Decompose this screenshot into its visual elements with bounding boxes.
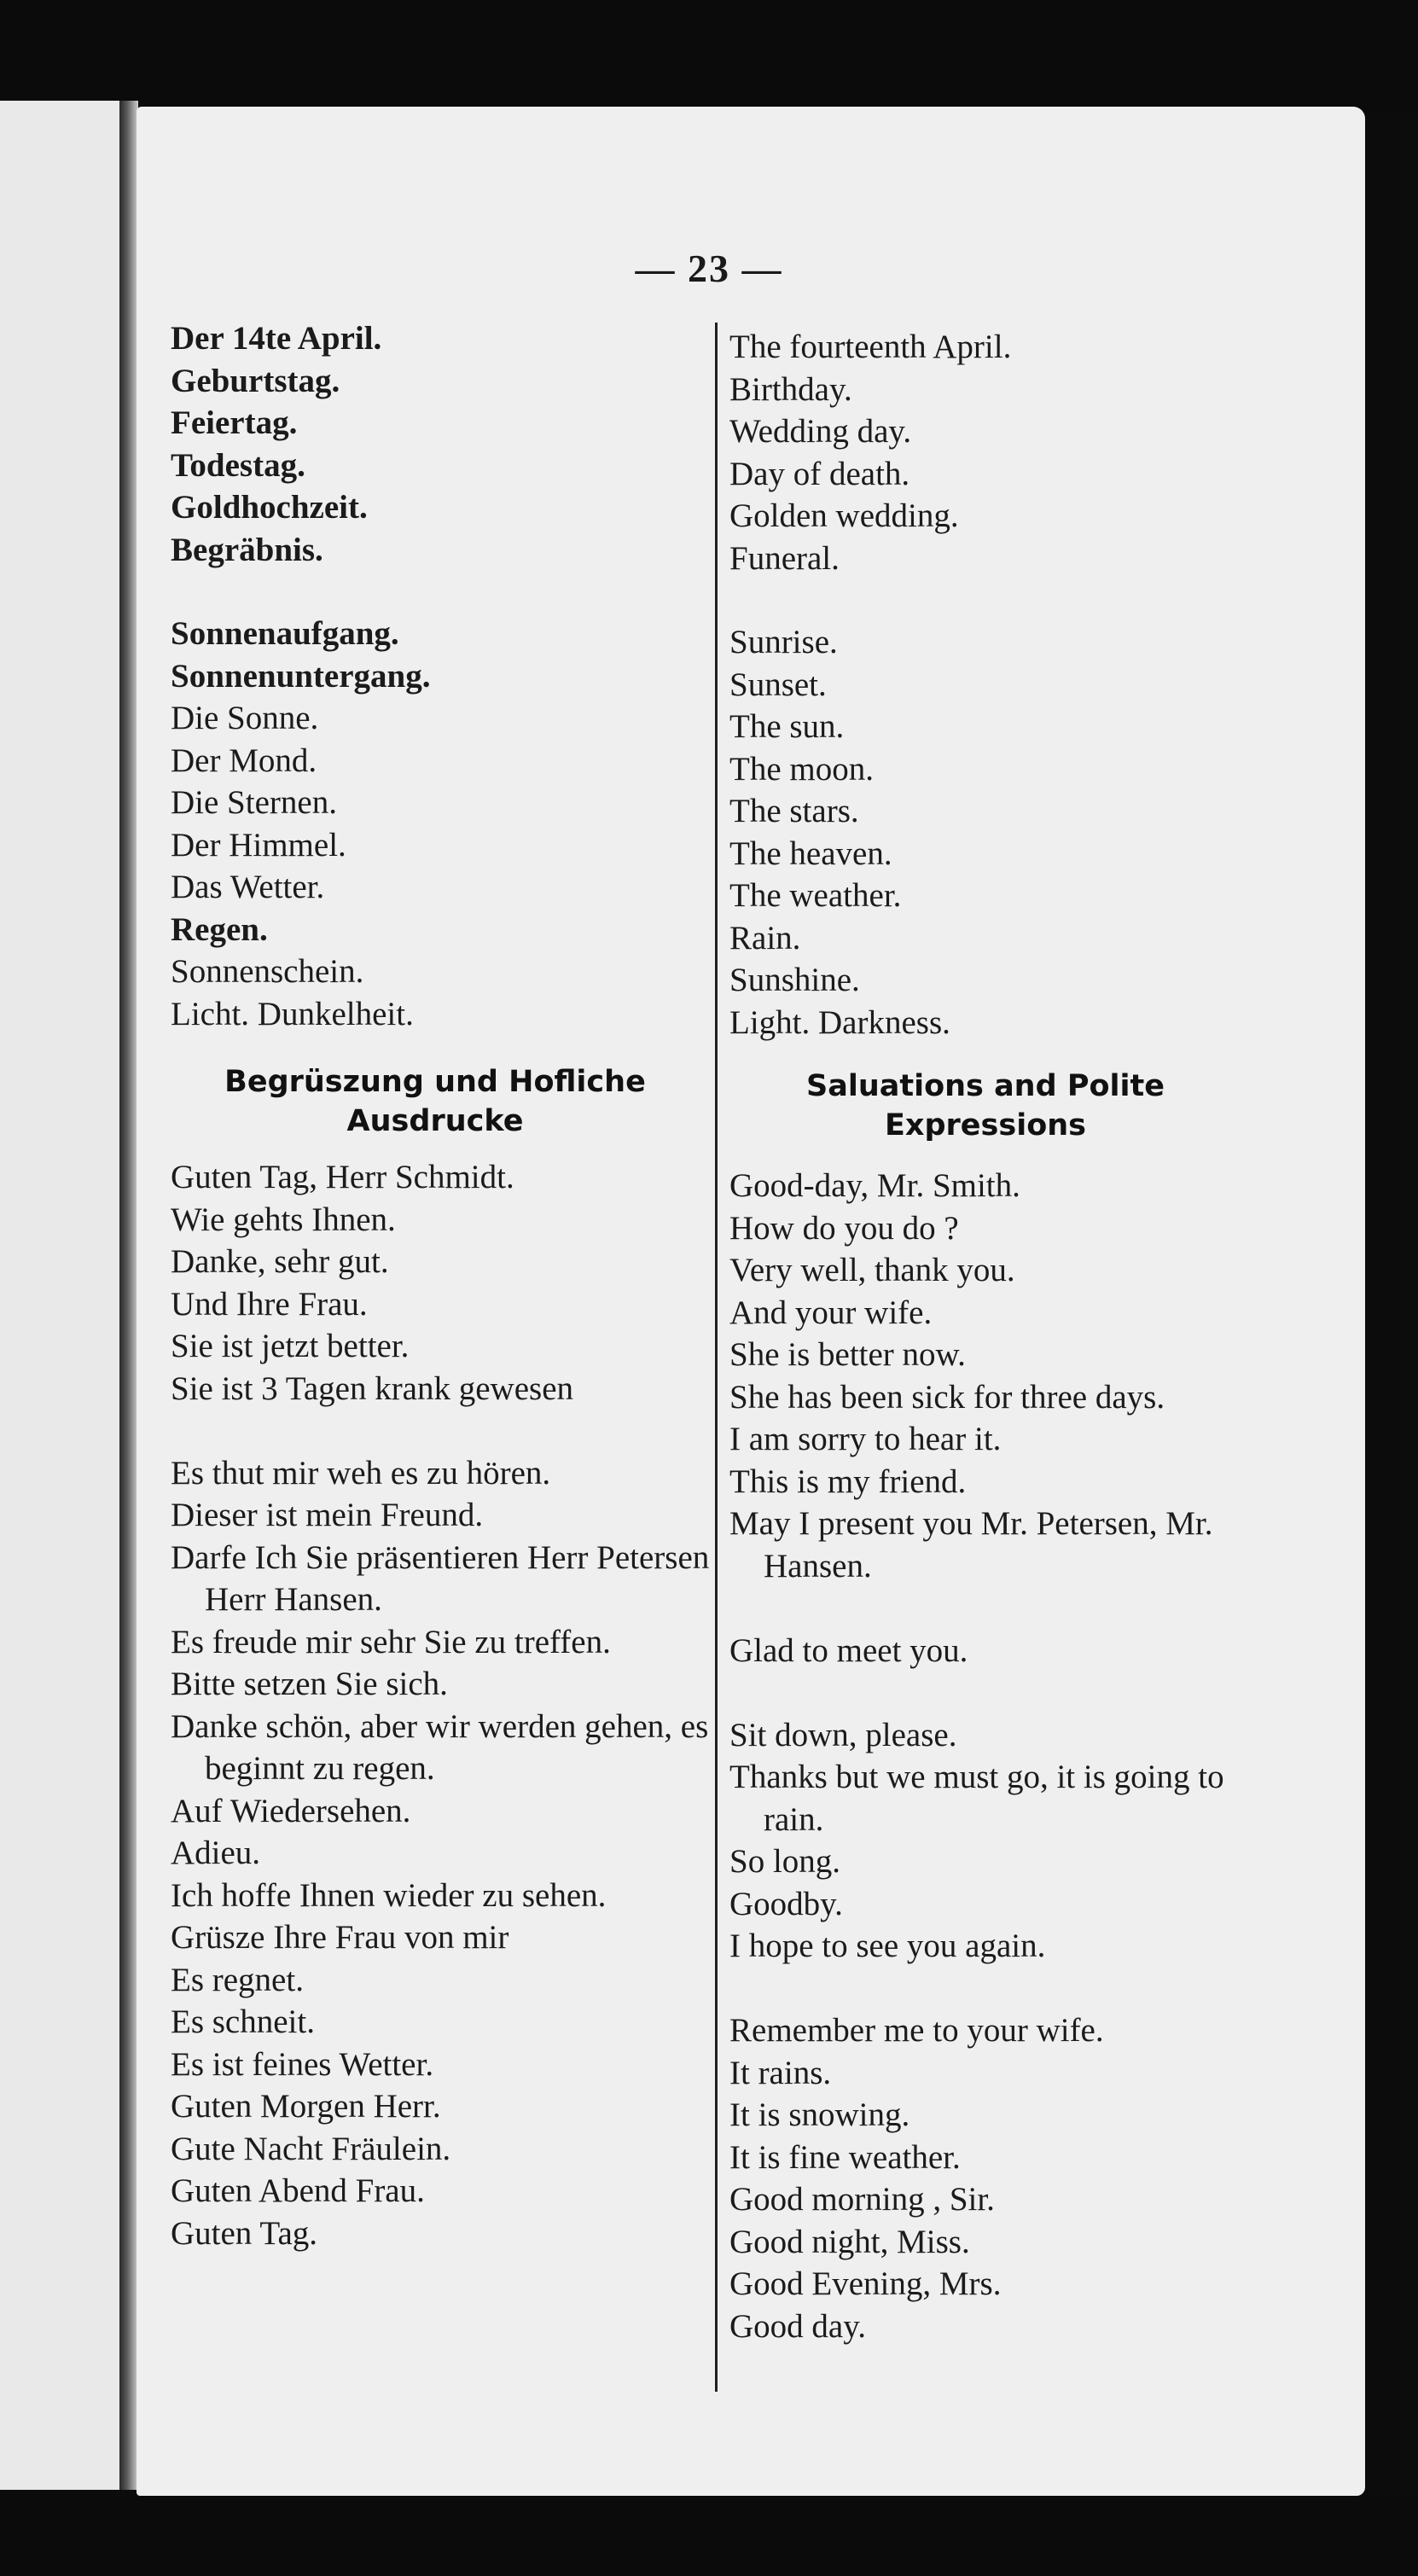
list-item: Darfe Ich Sie präsentieren Herr Petersen Herr Hansen. xyxy=(171,1538,710,1618)
list-item: Begräbnis. xyxy=(171,531,323,568)
list-item: She has been sick for three days. xyxy=(729,1378,1165,1416)
list-item: Geburtstag. xyxy=(171,362,340,399)
list-item: Es regnet. xyxy=(171,1961,304,1998)
list-item: Good morning , Sir. xyxy=(729,2181,995,2218)
list-item: Sonnenuntergang. xyxy=(171,657,431,695)
list-item: Sie ist 3 Tagen krank gewesen xyxy=(171,1369,574,1407)
list-item: Es ist feines Wetter. xyxy=(171,2045,434,2083)
list-item: Grüsze Ihre Frau von mir xyxy=(171,1919,509,1956)
english-weather-list xyxy=(729,621,1258,1044)
list-item: Die Sternen. xyxy=(171,784,337,821)
list-item: Feiertag. xyxy=(171,404,298,441)
list-item: Ich hoffe Ihnen wieder zu sehen. xyxy=(171,1876,607,1914)
list-item: Dieser ist mein Freund. xyxy=(171,1497,484,1533)
page-number: — 23 — xyxy=(635,247,783,290)
list-item: She is better now. xyxy=(729,1336,966,1373)
list-item: I hope to see you again. xyxy=(729,1928,1046,1964)
list-item: The fourteenth April. xyxy=(729,329,1012,365)
list-item: Good day. xyxy=(729,2307,866,2345)
list-item: It is snowing. xyxy=(729,2096,910,2133)
list-item: Birthday. xyxy=(729,370,852,408)
list-item: It is fine weather. xyxy=(729,2138,961,2176)
list-item: Wedding day. xyxy=(729,413,912,450)
list-item: The sun. xyxy=(729,708,845,745)
list-item: Sunshine. xyxy=(729,962,860,998)
list-item: Wie gehts Ihnen. xyxy=(171,1201,396,1238)
list-item: Sunset. xyxy=(729,666,827,703)
list-item: Die Sonne. xyxy=(171,700,319,736)
list-item: How do you do ? xyxy=(729,1209,959,1247)
list-item: Thanks but we must go, it is going to rain. xyxy=(729,1759,1224,1838)
list-item: Licht. Dunkelheit. xyxy=(171,995,414,1032)
list-item: Light. Darkness. xyxy=(729,1003,950,1041)
list-item: Danke, sehr gut. xyxy=(171,1243,389,1280)
german-dates-list xyxy=(171,317,717,571)
list-item: The moon. xyxy=(729,750,874,788)
scan-top-background xyxy=(0,0,1418,111)
previous-page-edge xyxy=(0,101,128,2490)
list-item: So long. xyxy=(729,1843,841,1880)
list-item: The weather. xyxy=(729,877,902,914)
list-item: Goodby. xyxy=(729,1885,843,1922)
list-item: May I present you Mr. Petersen, Mr. Hansen. xyxy=(729,1505,1213,1585)
list-item: Guten Tag. xyxy=(171,2214,318,2252)
list-item: Es freude mir sehr Sie zu treffen. xyxy=(171,1623,611,1660)
list-item: Sie ist jetzt better. xyxy=(171,1328,410,1364)
list-item: Good night, Miss. xyxy=(729,2223,970,2260)
english-section-heading: Saluations and Polite Expressions xyxy=(806,1069,1165,1143)
list-item: Good-day, Mr. Smith. xyxy=(729,1167,1020,1204)
list-item: Gute Nacht Fräulein. xyxy=(171,2130,451,2167)
list-item: Funeral. xyxy=(729,539,840,577)
list-item: Auf Wiedersehen. xyxy=(171,1792,411,1829)
english-phrases-list xyxy=(729,1165,1258,2347)
list-item: Glad to meet you. xyxy=(729,1631,968,1669)
list-item: Das Wetter. xyxy=(171,869,325,905)
list-item: The stars. xyxy=(729,793,859,829)
list-item: Sonnenschein. xyxy=(171,953,364,990)
scan-bottom-background xyxy=(0,2496,1418,2576)
list-item: Sit down, please. xyxy=(729,1716,957,1753)
list-item: Rain. xyxy=(729,919,801,957)
list-item: It rains. xyxy=(729,2054,832,2091)
german-section-heading: Begrüszung und Hofliche Ausdrucke xyxy=(224,1065,646,1138)
book-spine xyxy=(119,101,138,2490)
english-dates-list xyxy=(729,326,1258,579)
list-item: Todestag. xyxy=(171,446,305,484)
list-item: This is my friend. xyxy=(729,1462,967,1500)
list-item: And your wife. xyxy=(729,1294,933,1331)
list-item: Very well, thank you. xyxy=(729,1252,1015,1288)
list-item: Day of death. xyxy=(729,455,910,492)
list-item: The heaven. xyxy=(729,834,892,872)
list-item: Der Mond. xyxy=(171,741,317,779)
list-item: Danke schön, aber wir werden gehen, es beginnt zu regen. xyxy=(171,1707,709,1787)
list-item: Und Ihre Frau. xyxy=(171,1285,368,1323)
list-item: Goldhochzeit. xyxy=(171,489,368,526)
list-item: Remember me to your wife. xyxy=(729,2012,1104,2049)
list-item: Golden wedding. xyxy=(729,497,959,534)
list-item: Es schneit. xyxy=(171,2003,315,2040)
list-item: Es thut mir weh es zu hören. xyxy=(171,1454,551,1492)
list-item: Sunrise. xyxy=(729,624,838,660)
list-item: Guten Tag, Herr Schmidt. xyxy=(171,1159,514,1195)
list-item: Sonnenaufgang. xyxy=(171,615,399,652)
list-item: Der 14te April. xyxy=(171,320,382,357)
german-phrases-list xyxy=(171,1156,717,2254)
german-weather-list xyxy=(171,613,717,1035)
list-item: Good Evening, Mrs. xyxy=(729,2265,1002,2302)
list-item: Adieu. xyxy=(171,1835,261,1871)
list-item: Guten Abend Frau. xyxy=(171,2172,425,2209)
list-item: Guten Morgen Herr. xyxy=(171,2088,441,2125)
list-item: I am sorry to hear it. xyxy=(729,1421,1002,1457)
list-item: Der Himmel. xyxy=(171,826,346,864)
list-item: Regen. xyxy=(171,910,268,948)
list-item: Bitte setzen Sie sich. xyxy=(171,1666,448,1702)
